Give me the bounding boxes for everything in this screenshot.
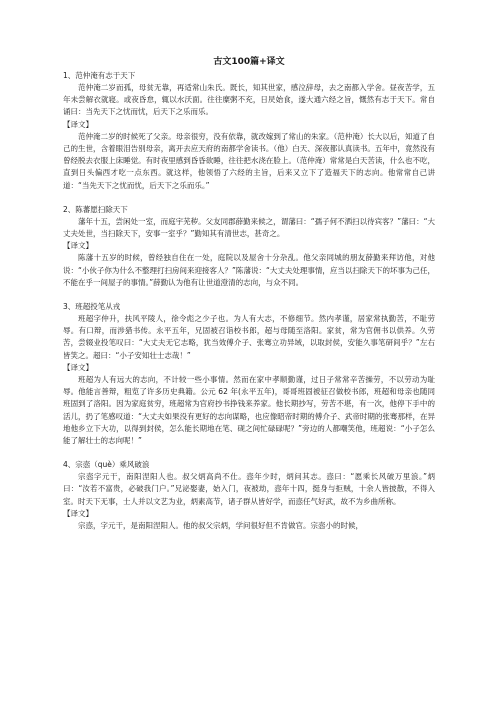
translation-label: 【译文】	[63, 119, 93, 129]
translation-text: 范仲淹二岁的时候死了父亲。母亲很穷，没有依靠，就改嫁到了常山的朱家。（范仲淹）长大以后，知道了自己的生世，含着眼泪告别母亲，离开去应天府的南都学舍读书。（他）白天、深夜都认真读书。五年中，竟然没有曾经脱去衣服上床睡觉。有时夜里感到昏昏欲睡，往往把水浇在脸上。（范仲淹）常常是白天苦读，什么也不吃，直到日头偏西才吃一点东西。就这样，他领悟了六经的主旨，后来又立下了造福天下的志向。他常常自己讲道：“当先天下之忧而忧，后天下之乐而乐。”	[63, 131, 435, 190]
original-text: 藩年十五，尝闲处一室，而庭宇芜秽。父友同郡薛勤来候之，谓藩曰：“孺子何不洒扫以待宾客？”藩曰：“大丈夫处世，当扫除天下，安事一室乎？”勤知其有清世志，甚奇之。	[63, 216, 435, 239]
original-text: 班超字仲升，扶风平陵人，徐令彪之少子也。为人有大志，不修细节。然内孝谨，居家常执勤苦，不耻劳辱。有口辩，而涉猎书传。永平五年，兄固被召诣校书郎，超与母随至洛阳。家贫，常为官佣书以供养。久劳苦，尝辍业投笔叹曰：“大丈夫无它志略，犹当效傅介子、张骞立功异域，以取封侯，安能久事笔研间乎？”左右皆笑之。超曰：“小子安知壮士志哉！”	[63, 314, 435, 360]
section-spacer	[63, 192, 435, 204]
section-3	[63, 301, 435, 447]
translation-text: 宗悫，字元干，是南阳涅阳人。他的叔父宗炳，学问很好但不肯做官。宗悫小的时候，	[78, 521, 363, 531]
section-heading: 3、班超投笔从戎	[63, 302, 121, 312]
translation-label: 【译文】	[63, 362, 93, 372]
translation-text: 班超为人有远大的志向，不计较一些小事情。然而在家中孝顺勤谨，过日子常常辛苦操劳，不以劳动为耻辱。他能言善辩，粗览了许多历史典籍。公元 62 年(永平五年)，哥哥班固被征召做校书郎，班超和母亲也随同班固到了洛阳。因为家庭贫穷，班超常为官府抄书挣钱来养家。他长期抄写，劳苦不堪，有一次，他停下手中的活儿，扔了笔感叹道：“大丈夫如果没有更好的志向谋略，也应像昭帝时期的傅介子、武帝时期的张骞那样，在异地他乡立下大功，以得到封侯，怎么能长期地在笔、砚之间忙碌碌呢？”旁边的人都嘲笑他，班超说：“小子怎么能了解壮士的志向呢！”	[63, 375, 435, 446]
section-heading: 2、陈蕃愿扫除天下	[63, 204, 128, 214]
original-text: 宗悫字元干，南阳涅阳人也。叔父炳高尚不仕。悫年少时，炳问其志。悫曰：“愿乘长风破万里浪。”炳曰：“汝若不富贵，必破我门户。”兄泌娶妻，始入门，夜被劫，悫年十四，挺身与拒贼，十余人皆披散，不得入室。时天下无事，士人并以文艺为业，炳素高节，诸子群从皆好学，而悫任气好武，故不为乡曲所称。	[63, 472, 435, 506]
translation-text: 陈藩十五岁的时候，曾经独自住在一处，庭院以及屋舍十分杂乱。他父亲同城的朋友薛勤来拜访他，对他说：“小伙子你为什么不整理打扫房间来迎接客人？”陈藩说：“大丈夫处理事情，应当以扫除天下的坏事为己任，不能在乎一间屋子的事情。”薛勤认为他有让世道澄清的志向，与众不同。	[63, 253, 435, 287]
section-heading: 1、范仲淹有志于天下	[63, 71, 136, 80]
original-text: 范仲淹二岁而孤，母贫无靠，再适常山朱氏。既长，知其世家，感泣辞母，去之南都入学舍。昼夜苦学，五年未尝解衣就寝。或夜昏怠，辄以水沃面。往往糜粥不充，日昃始食，遂大通六经之旨，慨然有志于天下。常自诵曰：当先天下之忧而忧，后天下之乐而乐。	[63, 83, 435, 117]
section-1	[63, 70, 435, 192]
section-heading: 4、宗悫（què）乘风破浪	[63, 460, 150, 470]
section-spacer	[63, 447, 435, 459]
translation-label: 【译文】	[63, 241, 93, 251]
section-4	[63, 459, 435, 532]
section-2	[63, 204, 435, 289]
document-title: 古文100篇+译文	[213, 57, 285, 67]
document-page	[63, 56, 435, 532]
section-spacer	[63, 289, 435, 301]
translation-label: 【译文】	[63, 508, 93, 518]
